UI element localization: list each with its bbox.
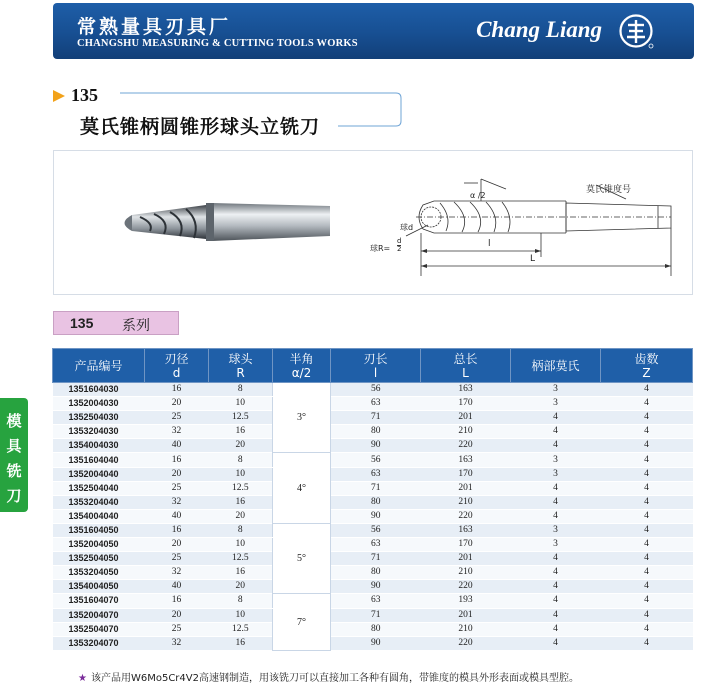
- overall-length-cell: 163: [421, 523, 511, 537]
- half-angle-cell: 3°: [273, 383, 331, 453]
- company-name-en: CHANGSHU MEASURING & CUTTING TOOLS WORKS: [77, 38, 358, 49]
- flute-length-cell: 71: [331, 552, 421, 566]
- diameter-cell: 20: [145, 608, 209, 622]
- morse-taper-cell: 4: [511, 580, 601, 594]
- morse-taper-cell: 4: [511, 636, 601, 650]
- flute-length-label: l: [488, 239, 491, 249]
- table-row: [53, 523, 693, 537]
- overall-length-cell: 201: [421, 552, 511, 566]
- overall-length-cell: 201: [421, 481, 511, 495]
- flute-length-cell: 63: [331, 538, 421, 552]
- flute-length-cell: 80: [331, 425, 421, 439]
- ball-radius-cell: 8: [209, 594, 273, 608]
- ball-radius-cell: 16: [209, 636, 273, 650]
- product-code-cell: 1354004040: [53, 509, 145, 523]
- teeth-cell: 4: [601, 608, 693, 622]
- overall-length-cell: 220: [421, 636, 511, 650]
- morse-taper-cell: 4: [511, 566, 601, 580]
- col-header-angle: 半角 α/2: [273, 349, 331, 383]
- col-header-code: 产品编号: [53, 349, 145, 383]
- diameter-cell: 32: [145, 425, 209, 439]
- footnote-text: 该产品用W6Mo5Cr4V2高速钢制造，用该铣刀可以直接加工各种有圆角，带锥度的模具外形表面或模具型腔。: [90, 673, 579, 684]
- table-row: [53, 509, 693, 523]
- ball-radius-cell: 12.5: [209, 411, 273, 425]
- diameter-cell: 16: [145, 523, 209, 537]
- ball-radius-cell: 12.5: [209, 481, 273, 495]
- table-row: [53, 622, 693, 636]
- product-series-number: 135: [71, 85, 98, 105]
- teeth-cell: 4: [601, 495, 693, 509]
- diameter-cell: 40: [145, 509, 209, 523]
- diameter-cell: 20: [145, 397, 209, 411]
- ball-radius-cell: 20: [209, 580, 273, 594]
- table-row: [53, 594, 693, 608]
- ball-radius-cell: 12.5: [209, 552, 273, 566]
- product-code-cell: 1353204070: [53, 636, 145, 650]
- diameter-cell: 40: [145, 580, 209, 594]
- diameter-cell: 16: [145, 383, 209, 397]
- diameter-cell: 25: [145, 481, 209, 495]
- flute-length-cell: 63: [331, 397, 421, 411]
- teeth-cell: 4: [601, 439, 693, 453]
- table-row: [53, 552, 693, 566]
- side-tab-char: 铣: [6, 462, 22, 480]
- morse-taper-cell: 4: [511, 411, 601, 425]
- teeth-cell: 4: [601, 467, 693, 481]
- ball-radius-cell: 20: [209, 439, 273, 453]
- overall-length-cell: 210: [421, 425, 511, 439]
- diameter-cell: 25: [145, 622, 209, 636]
- teeth-cell: 4: [601, 523, 693, 537]
- side-tab-char: 具: [6, 437, 22, 455]
- col-header-teeth: 齿数 Z: [601, 349, 693, 383]
- product-code-cell: 1352004030: [53, 397, 145, 411]
- table-row: [53, 608, 693, 622]
- flute-length-cell: 90: [331, 509, 421, 523]
- page-title: 莫氏锥柄圆锥形球头立铣刀: [80, 116, 321, 138]
- product-code-cell: 1352504050: [53, 552, 145, 566]
- overall-length-cell: 210: [421, 495, 511, 509]
- flute-length-cell: 56: [331, 453, 421, 467]
- fraction-numerator: d: [397, 237, 402, 245]
- diameter-cell: 40: [145, 439, 209, 453]
- product-illustration-panel: [53, 150, 693, 295]
- company-name-cn: 常熟量具刃具厂: [77, 16, 232, 38]
- footnote: [78, 669, 579, 684]
- diameter-cell: 25: [145, 552, 209, 566]
- half-angle-cell: 7°: [273, 594, 331, 650]
- product-code-cell: 1354004050: [53, 580, 145, 594]
- table-row: [53, 397, 693, 411]
- product-code-cell: 1353204040: [53, 495, 145, 509]
- teeth-cell: 4: [601, 509, 693, 523]
- category-side-tab: [0, 398, 28, 512]
- overall-length-cell: 210: [421, 622, 511, 636]
- ball-radius-cell: 16: [209, 566, 273, 580]
- flute-length-cell: 80: [331, 495, 421, 509]
- teeth-cell: 4: [601, 481, 693, 495]
- product-code-cell: 1352004070: [53, 608, 145, 622]
- teeth-cell: 4: [601, 552, 693, 566]
- col-header-diameter: 刃径 d: [145, 349, 209, 383]
- product-code-cell: 1353204050: [53, 566, 145, 580]
- ball-radius-cell: 20: [209, 509, 273, 523]
- diameter-cell: 20: [145, 467, 209, 481]
- table-header-row: [53, 349, 693, 383]
- col-header-overall-length: 总长 L: [421, 349, 511, 383]
- overall-length-cell: 220: [421, 580, 511, 594]
- teeth-cell: 4: [601, 636, 693, 650]
- morse-taper-cell: 3: [511, 453, 601, 467]
- product-code-cell: 1352004040: [53, 467, 145, 481]
- morse-taper-cell: 4: [511, 509, 601, 523]
- table-row: [53, 411, 693, 425]
- overall-length-label: L: [530, 254, 536, 264]
- morse-taper-cell: 3: [511, 383, 601, 397]
- ball-d-label: 球d: [400, 223, 414, 232]
- ball-radius-cell: 16: [209, 495, 273, 509]
- flute-length-cell: 56: [331, 523, 421, 537]
- morse-taper-cell: 3: [511, 538, 601, 552]
- ball-r-label: 球R=: [370, 244, 391, 253]
- morse-taper-cell: 4: [511, 622, 601, 636]
- flute-length-cell: 56: [331, 383, 421, 397]
- diameter-cell: 16: [145, 453, 209, 467]
- overall-length-cell: 210: [421, 566, 511, 580]
- ball-r-fraction: [397, 238, 401, 253]
- fraction-denominator: 2: [397, 245, 402, 253]
- ball-radius-cell: 12.5: [209, 622, 273, 636]
- morse-taper-cell: 4: [511, 425, 601, 439]
- ball-radius-cell: 16: [209, 425, 273, 439]
- teeth-cell: 4: [601, 397, 693, 411]
- table-row: [53, 580, 693, 594]
- morse-taper-cell: 3: [511, 467, 601, 481]
- teeth-cell: 4: [601, 594, 693, 608]
- title-arrow-icon: [52, 89, 66, 103]
- alpha-half-label: α /2: [470, 191, 486, 200]
- morse-taper-cell: 3: [511, 397, 601, 411]
- diameter-cell: 32: [145, 566, 209, 580]
- teeth-cell: 4: [601, 411, 693, 425]
- product-code-cell: 1352504030: [53, 411, 145, 425]
- diameter-cell: 32: [145, 495, 209, 509]
- product-code-cell: 1354004030: [53, 439, 145, 453]
- teeth-cell: 4: [601, 622, 693, 636]
- morse-taper-cell: 4: [511, 481, 601, 495]
- overall-length-cell: 193: [421, 594, 511, 608]
- flute-length-cell: 90: [331, 580, 421, 594]
- diameter-cell: 32: [145, 636, 209, 650]
- teeth-cell: 4: [601, 566, 693, 580]
- overall-length-cell: 170: [421, 397, 511, 411]
- diameter-cell: 25: [145, 411, 209, 425]
- technical-drawing: [366, 151, 686, 294]
- ball-radius-cell: 10: [209, 397, 273, 411]
- specification-table: [52, 348, 693, 651]
- morse-taper-cell: 3: [511, 523, 601, 537]
- teeth-cell: 4: [601, 383, 693, 397]
- flute-length-cell: 71: [331, 608, 421, 622]
- table-row: [53, 425, 693, 439]
- table-row: [53, 453, 693, 467]
- morse-taper-cell: 4: [511, 439, 601, 453]
- morse-taper-cell: 4: [511, 608, 601, 622]
- col-header-ball: 球头 R: [209, 349, 273, 383]
- ball-radius-cell: 8: [209, 383, 273, 397]
- morse-taper-cell: 4: [511, 552, 601, 566]
- series-label: [53, 311, 179, 335]
- product-code-cell: 1351604030: [53, 383, 145, 397]
- side-tab-char: 模: [6, 412, 22, 430]
- overall-length-cell: 220: [421, 509, 511, 523]
- overall-length-cell: 220: [421, 439, 511, 453]
- teeth-cell: 4: [601, 425, 693, 439]
- product-code-cell: 1351604070: [53, 594, 145, 608]
- series-text: 系列: [122, 318, 150, 334]
- table-row: [53, 383, 693, 397]
- table-row: [53, 439, 693, 453]
- ball-radius-cell: 10: [209, 608, 273, 622]
- teeth-cell: 4: [601, 538, 693, 552]
- side-tab-char: 刀: [6, 487, 22, 505]
- brand-name: Chang Liang: [476, 17, 602, 42]
- product-code-cell: 1352004050: [53, 538, 145, 552]
- product-code-cell: 1351604040: [53, 453, 145, 467]
- ball-radius-cell: 8: [209, 453, 273, 467]
- half-angle-cell: 5°: [273, 523, 331, 593]
- teeth-cell: 4: [601, 580, 693, 594]
- product-code-cell: 1352504070: [53, 622, 145, 636]
- table-row: [53, 566, 693, 580]
- morse-taper-cell: 4: [511, 594, 601, 608]
- overall-length-cell: 170: [421, 538, 511, 552]
- teeth-cell: 4: [601, 453, 693, 467]
- ball-radius-cell: 10: [209, 538, 273, 552]
- flute-length-cell: 80: [331, 566, 421, 580]
- overall-length-cell: 163: [421, 453, 511, 467]
- overall-length-cell: 201: [421, 608, 511, 622]
- product-code-cell: 1351604050: [53, 523, 145, 537]
- flute-length-cell: 90: [331, 439, 421, 453]
- star-icon: ★: [78, 673, 87, 684]
- flute-length-cell: 63: [331, 467, 421, 481]
- ball-radius-cell: 10: [209, 467, 273, 481]
- ball-radius-cell: 8: [209, 523, 273, 537]
- table-row: [53, 481, 693, 495]
- product-code-cell: 1353204030: [53, 425, 145, 439]
- overall-length-cell: 201: [421, 411, 511, 425]
- overall-length-cell: 170: [421, 467, 511, 481]
- flute-length-cell: 80: [331, 622, 421, 636]
- series-number: 135: [70, 315, 94, 331]
- col-header-flute-length: 刃长 l: [331, 349, 421, 383]
- product-code-cell: 1352504040: [53, 481, 145, 495]
- flute-length-cell: 71: [331, 411, 421, 425]
- col-header-morse: 柄部莫氏: [511, 349, 601, 383]
- flute-length-cell: 90: [331, 636, 421, 650]
- diameter-cell: 20: [145, 538, 209, 552]
- morse-taper-cell: 4: [511, 495, 601, 509]
- table-row: [53, 495, 693, 509]
- morse-taper-label: 莫氏锥度号: [586, 185, 632, 195]
- table-row: [53, 467, 693, 481]
- flute-length-cell: 63: [331, 594, 421, 608]
- half-angle-cell: 4°: [273, 453, 331, 523]
- table-row: [53, 538, 693, 552]
- overall-length-cell: 163: [421, 383, 511, 397]
- tool-photo: [54, 151, 344, 294]
- flute-length-cell: 71: [331, 481, 421, 495]
- table-row: [53, 636, 693, 650]
- diameter-cell: 16: [145, 594, 209, 608]
